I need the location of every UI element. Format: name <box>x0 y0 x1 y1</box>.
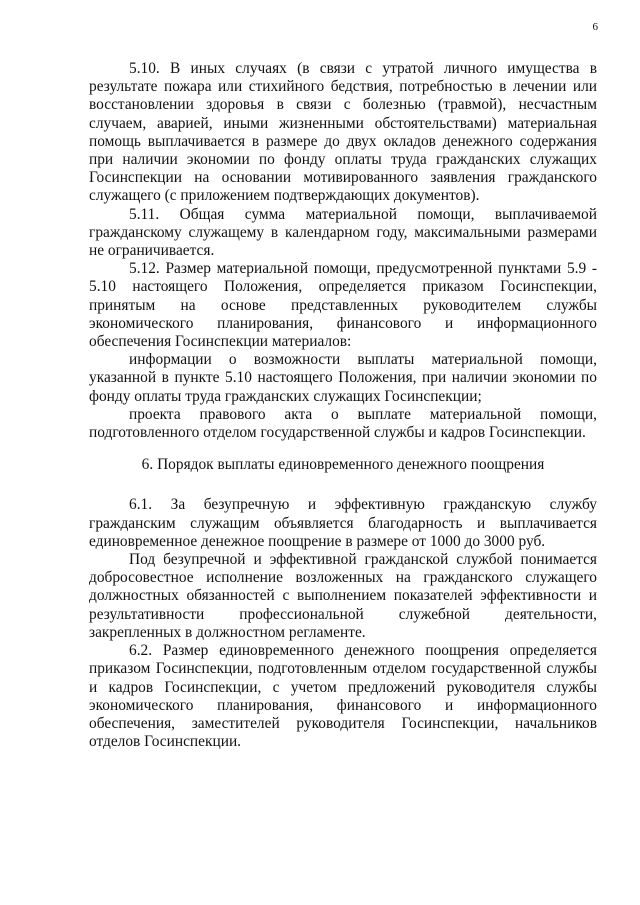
heading-spacer <box>89 488 597 496</box>
paragraph-5-12-item-info: информации о возможности выплаты материальной помощи, указанной в пункте 5.10 настоящего Положения, при наличии экономии по фонду оплаты труда гражданских служащих Госинспекции; <box>89 351 597 405</box>
paragraph-6-2: 6.2. Размер единовременного денежного поощрения определяется приказом Госинспекции, подготовленным отделом государственной службы и кадров Госинспекции, с учетом предложений руководителя службы экономического планирования, финансового и информационного обеспечения, заместителей руководителя Госинспекции, начальников отделов Госинспекции. <box>89 642 597 751</box>
paragraph-6-1: 6.1. За безупречную и эффективную гражданскую службу гражданским служащим объявляется благодарность и выплачивается единовременное денежное поощрение в размере от 1000 до 3000 руб. <box>89 496 597 550</box>
page-number: 6 <box>592 21 598 33</box>
paragraph-6-1-definition: Под безупречной и эффективной гражданской службой понимается добросовестное исполнение возложенных на гражданского служащего должностных обязанностей с выполнением показателей эффективности и результативности профессиональной служебной деятельности, закрепленных в должностном регламенте. <box>89 551 597 641</box>
paragraph-5-12-item-draft: проекта правового акта о выплате материальной помощи, подготовленного отделом государственной службы и кадров Госинспекции. <box>89 405 597 442</box>
document-body <box>89 60 597 751</box>
paragraph-5-11: 5.11. Общая сумма материальной помощи, выплачиваемой гражданскому служащему в календарном году, максимальными размерами не ограничивается. <box>89 205 597 260</box>
section-6-heading: 6. Порядок выплаты единовременного денежного поощрения <box>141 456 545 474</box>
paragraph-5-12: 5.12. Размер материальной помощи, предусмотренной пунктами 5.9 - 5.10 настоящего Положения, определяется приказом Госинспекции, принятым на основе представленных руководителем службы экономического планирования, финансового и информационного обеспечения Госинспекции материалов: <box>89 260 597 351</box>
paragraph-5-10: 5.10. В иных случаях (в связи с утратой личного имущества в результате пожара или стихийного бедствия, потребностью в лечении или восстановлении здоровья в связи с болезнью (травмой), несчастным случаем, аварией, иными жизненными обстоятельствами) материальная помощь выплачивается в размере до двух окладов денежного содержания при наличии экономии по фонду оплаты труда гражданских служащих Госинспекции на основании мотивированного заявления гражданского служащего (с приложением подтверждающих документов). <box>89 60 597 205</box>
